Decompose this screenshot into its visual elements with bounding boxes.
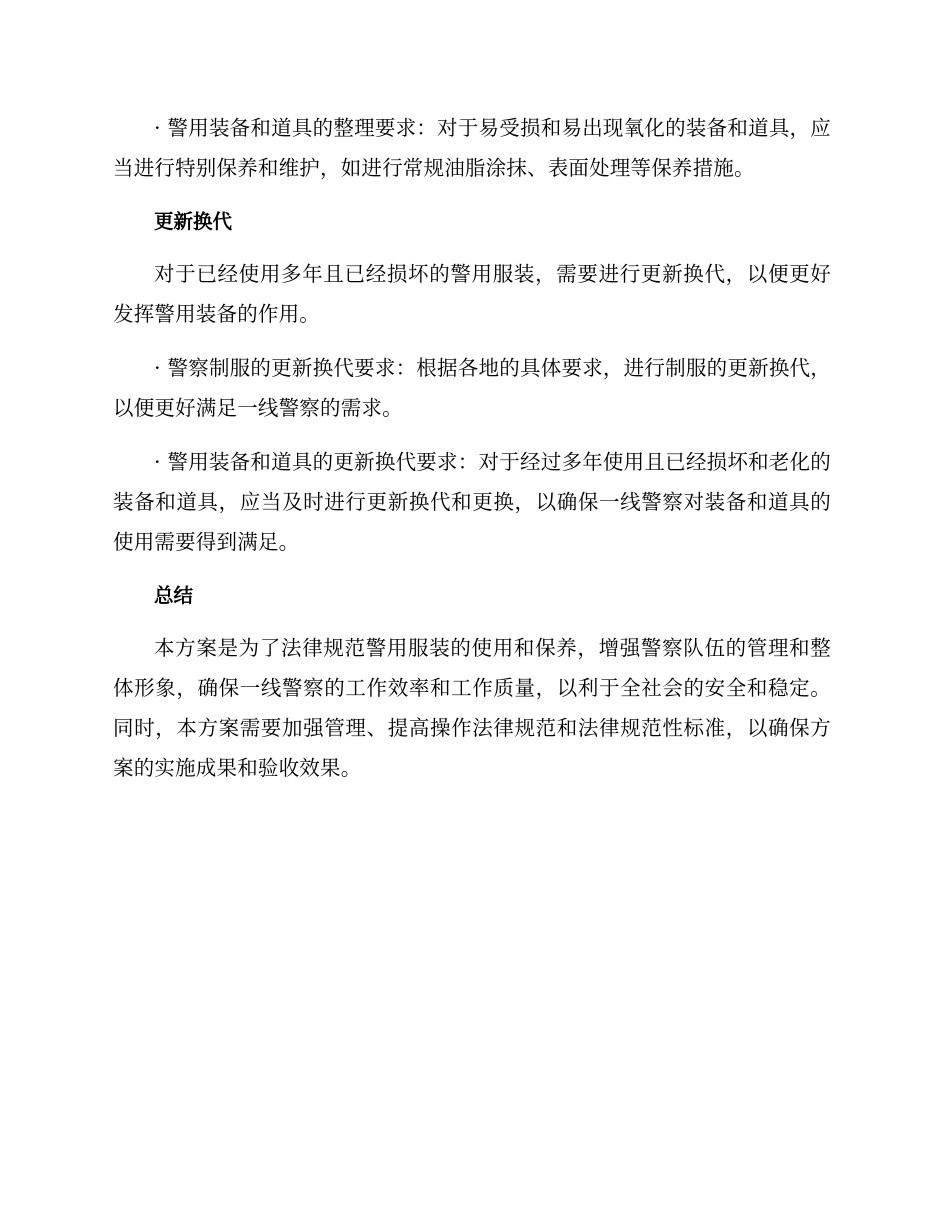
paragraph-summary: 本方案是为了法律规范警用服装的使用和保养，增强警察队伍的管理和整体形象，确保一线警察的工作效率和工作质量，以利于全社会的安全和稳定。同时，本方案需要加强管理、提高操作法律规范和法律规范性标准，以确保方案的实施成果和验收效果。 (113, 636, 831, 780)
paragraph-update-intro: 对于已经使用多年且已经损坏的警用服装，需要进行更新换代，以便更好发挥警用装备的作用。 (113, 262, 831, 326)
document-page (113, 108, 831, 802)
section-heading-update: 更新换代 (153, 210, 232, 233)
paragraph-equipment-maintenance: · 警用装备和道具的整理要求：对于易受损和易出现氧化的装备和道具，应当进行特别保养和维护，如进行常规油脂涂抹、表面处理等保养措施。 (113, 116, 831, 180)
paragraph-uniform-update: · 警察制服的更新换代要求：根据各地的具体要求，进行制服的更新换代，以便更好满足一线警察的需求。 (113, 356, 831, 420)
paragraph-equipment-update: · 警用装备和道具的更新换代要求：对于经过多年使用且已经损坏和老化的装备和道具，应当及时进行更新换代和更换，以确保一线警察对装备和道具的使用需要得到满足。 (113, 450, 831, 554)
section-heading-summary: 总结 (153, 584, 193, 607)
